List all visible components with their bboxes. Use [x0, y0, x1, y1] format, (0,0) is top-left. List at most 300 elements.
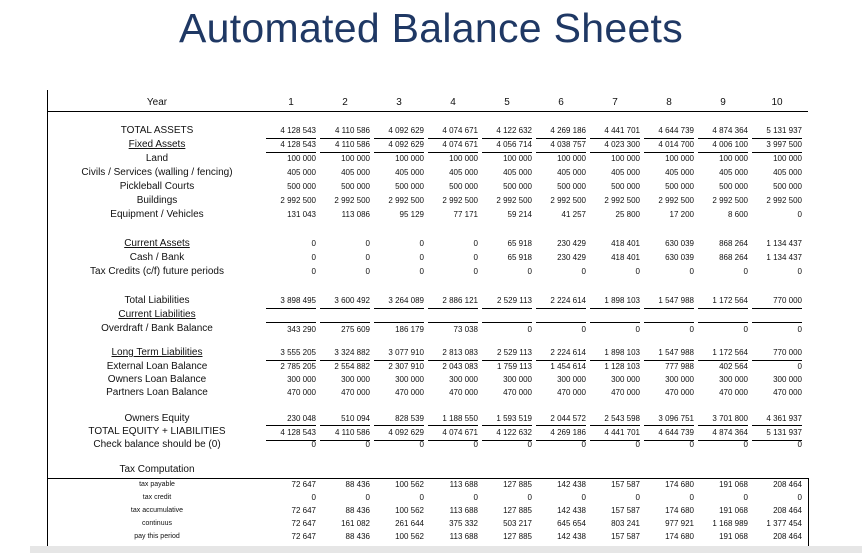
value-cell: 1 172 564 — [698, 294, 748, 309]
value-cell: 500 000 — [449, 182, 478, 191]
value-cell: 470 000 — [449, 388, 478, 397]
value-cell: 0 — [365, 440, 370, 449]
value-cell: 0 — [473, 440, 478, 449]
value-cell: 4 110 586 — [320, 425, 370, 441]
row-label: continuus — [142, 520, 172, 527]
value-cell: 300 000 — [719, 375, 748, 384]
row-buildings — [48, 194, 808, 208]
value-cell: 2 992 500 — [280, 196, 316, 205]
value-cell: 1 547 988 — [644, 294, 694, 309]
value-cell: 0 — [581, 440, 586, 449]
value-cell: 777 988 — [665, 362, 694, 371]
value-cell: 88 436 — [345, 506, 370, 515]
value-cell: 0 — [743, 440, 748, 449]
value-cell: 2 543 598 — [604, 414, 640, 423]
value-cell: 0 — [536, 322, 586, 337]
year-header-cell: 4 — [450, 97, 456, 108]
row-owners-loan — [48, 373, 808, 387]
value-cell: 2 992 500 — [442, 196, 478, 205]
value-cell: 300 000 — [341, 375, 370, 384]
value-cell: 470 000 — [287, 388, 316, 397]
value-cell: 405 000 — [719, 168, 748, 177]
year-header-cell: 6 — [558, 97, 564, 108]
value-cell: 0 — [689, 440, 694, 449]
value-cell: 2 992 500 — [334, 196, 370, 205]
value-cell: 0 — [365, 239, 370, 248]
row-tax-computation — [48, 463, 808, 477]
value-cell: 208 464 — [773, 506, 802, 515]
value-cell: 4 038 757 — [536, 138, 586, 153]
value-cell: 4 269 186 — [536, 425, 586, 441]
value-cell: 208 464 — [773, 480, 802, 489]
value-cell: 1 128 103 — [604, 362, 640, 371]
row-label: Owners Loan Balance — [107, 374, 207, 385]
value-cell: 113 688 — [449, 506, 478, 515]
value-cell: 500 000 — [503, 182, 532, 191]
value-cell: 0 — [527, 440, 532, 449]
value-cell: 1 168 989 — [712, 519, 748, 528]
row-total-equity-liab — [48, 425, 808, 439]
value-cell: 300 000 — [287, 375, 316, 384]
value-cell: 300 000 — [449, 375, 478, 384]
value-cell: 4 056 714 — [482, 138, 532, 153]
value-cell: 142 438 — [557, 480, 586, 489]
row-tax-credits — [48, 265, 808, 279]
value-cell: 2 992 500 — [712, 196, 748, 205]
row-current-liabilities — [48, 308, 808, 322]
value-cell: 405 000 — [287, 168, 316, 177]
balance-sheet-table — [47, 90, 808, 548]
value-cell: 1 188 550 — [442, 414, 478, 423]
value-cell: 0 — [419, 253, 424, 262]
value-cell: 4 014 700 — [644, 138, 694, 153]
value-cell: 630 039 — [665, 239, 694, 248]
row-fixed-assets — [48, 138, 808, 152]
value-cell: 100 562 — [395, 532, 424, 541]
row-label: tax accumulative — [130, 507, 184, 514]
value-cell: 4 441 701 — [590, 124, 640, 139]
value-cell: 500 000 — [773, 182, 802, 191]
value-cell: 142 438 — [557, 506, 586, 515]
value-cell: 0 — [644, 322, 694, 337]
value-cell: 0 — [590, 322, 640, 337]
value-cell: 4 128 543 — [266, 425, 316, 441]
value-cell: 72 647 — [291, 506, 316, 515]
value-cell: 88 436 — [345, 480, 370, 489]
value-cell: 174 680 — [665, 480, 694, 489]
value-cell: 2 992 500 — [496, 196, 532, 205]
row-land — [48, 152, 808, 166]
value-cell: 343 290 — [266, 322, 316, 337]
value-cell: 3 324 882 — [320, 346, 370, 361]
value-cell: 2 785 205 — [280, 362, 316, 371]
value-cell: 157 587 — [611, 480, 640, 489]
value-cell: 127 885 — [503, 506, 532, 515]
row-label: Current Liabilities — [118, 309, 196, 320]
value-cell: 500 000 — [557, 182, 586, 191]
value-cell: 41 257 — [561, 210, 586, 219]
value-cell: 100 562 — [395, 480, 424, 489]
value-cell: 510 094 — [341, 414, 370, 423]
value-cell: 0 — [689, 267, 694, 276]
value-cell: 3 997 500 — [752, 138, 802, 153]
year-header-cell: 7 — [612, 97, 618, 108]
value-cell: 470 000 — [341, 388, 370, 397]
value-cell: 1 593 519 — [496, 414, 532, 423]
value-cell: 0 — [311, 440, 316, 449]
value-cell: 470 000 — [719, 388, 748, 397]
row-label: TOTAL ASSETS — [120, 125, 194, 136]
value-cell: 4 023 300 — [590, 138, 640, 153]
value-cell: 770 000 — [752, 346, 802, 361]
value-cell: 2 992 500 — [658, 196, 694, 205]
row-partners-loan — [48, 386, 808, 400]
value-cell: 65 918 — [507, 253, 532, 262]
value-cell: 3 600 492 — [320, 294, 370, 309]
row-label: Partners Loan Balance — [106, 387, 208, 398]
value-cell: 100 000 — [611, 154, 640, 163]
value-cell: 2 992 500 — [550, 196, 586, 205]
row-check-balance — [48, 438, 808, 452]
row-label: TOTAL EQUITY + LIABILITIES — [88, 426, 226, 437]
value-cell: 4 874 364 — [698, 124, 748, 139]
value-cell: 300 000 — [557, 375, 586, 384]
value-cell: 0 — [635, 493, 640, 502]
value-cell: 0 — [473, 267, 478, 276]
value-cell: 127 885 — [503, 532, 532, 541]
value-cell: 0 — [797, 267, 802, 276]
value-cell: 0 — [365, 267, 370, 276]
value-cell: 2 307 910 — [388, 362, 424, 371]
value-cell: 4 128 543 — [266, 124, 316, 139]
value-cell: 2 992 500 — [766, 196, 802, 205]
value-cell: 4 110 586 — [320, 138, 370, 153]
value-cell: 113 688 — [449, 532, 478, 541]
value-cell: 4 092 629 — [374, 124, 424, 139]
value-cell: 17 200 — [669, 210, 694, 219]
value-cell: 300 000 — [665, 375, 694, 384]
value-cell: 0 — [527, 267, 532, 276]
row-label: Tax Credits (c/f) future periods — [90, 266, 224, 277]
value-cell: 0 — [797, 362, 802, 371]
value-cell: 4 074 671 — [428, 138, 478, 153]
value-cell: 0 — [743, 493, 748, 502]
value-cell: 0 — [419, 440, 424, 449]
value-cell: 4 074 671 — [428, 124, 478, 139]
row-overdraft — [48, 322, 808, 336]
row-label: Tax Computation — [119, 464, 195, 475]
value-cell: 500 000 — [665, 182, 694, 191]
value-cell: 5 131 937 — [752, 425, 802, 441]
value-cell: 0 — [797, 493, 802, 502]
value-cell: 100 000 — [341, 154, 370, 163]
row-current-assets — [48, 237, 808, 251]
value-cell: 0 — [419, 267, 424, 276]
value-cell: 4 122 632 — [482, 124, 532, 139]
value-cell: 405 000 — [665, 168, 694, 177]
value-cell: 0 — [419, 239, 424, 248]
value-cell: 4 644 739 — [644, 425, 694, 441]
value-cell: 261 644 — [395, 519, 424, 528]
value-cell: 300 000 — [395, 375, 424, 384]
value-cell: 4 128 543 — [266, 138, 316, 153]
value-cell: 3 555 205 — [266, 346, 316, 361]
year-header-cell: 1 — [288, 97, 294, 108]
value-cell: 2 992 500 — [604, 196, 640, 205]
value-cell: 4 874 364 — [698, 425, 748, 441]
row-label: Equipment / Vehicles — [110, 209, 204, 220]
value-cell: 0 — [797, 440, 802, 449]
value-cell: 1 898 103 — [590, 346, 640, 361]
row-label: Civils / Services (walling / fencing) — [81, 167, 233, 178]
value-cell: 142 438 — [557, 532, 586, 541]
value-cell: 100 000 — [287, 154, 316, 163]
value-cell: 500 000 — [341, 182, 370, 191]
value-cell: 405 000 — [341, 168, 370, 177]
value-cell: 1 134 437 — [766, 239, 802, 248]
value-cell: 0 — [752, 322, 802, 337]
row-label: External Loan Balance — [106, 361, 208, 372]
year-header-cell: 8 — [666, 97, 672, 108]
value-cell: 405 000 — [773, 168, 802, 177]
value-cell: 868 264 — [719, 239, 748, 248]
value-cell: 230 048 — [287, 414, 316, 423]
row-equipment — [48, 208, 808, 222]
row-label: Buildings — [136, 195, 178, 206]
value-cell: 100 000 — [665, 154, 694, 163]
header-rule — [48, 111, 808, 112]
value-cell: 191 068 — [719, 506, 748, 515]
value-cell: 4 269 186 — [536, 124, 586, 139]
value-cell: 300 000 — [503, 375, 532, 384]
row-civils — [48, 166, 808, 180]
value-cell: 72 647 — [291, 480, 316, 489]
value-cell: 1 377 454 — [766, 519, 802, 528]
value-cell: 0 — [473, 239, 478, 248]
value-cell: 977 921 — [665, 519, 694, 528]
value-cell: 100 000 — [557, 154, 586, 163]
row-label: Current Assets — [124, 238, 190, 249]
value-cell: 0 — [311, 239, 316, 248]
value-cell: 157 587 — [611, 532, 640, 541]
year-header-label: Year — [146, 97, 168, 108]
value-cell: 0 — [698, 322, 748, 337]
value-cell: 100 562 — [395, 506, 424, 515]
row-total-assets — [48, 124, 808, 138]
value-cell: 2 224 614 — [536, 294, 586, 309]
value-cell: 0 — [311, 253, 316, 262]
value-cell: 2 043 083 — [442, 362, 478, 371]
value-cell: 405 000 — [395, 168, 424, 177]
value-cell: 405 000 — [557, 168, 586, 177]
value-cell: 3 264 089 — [374, 294, 424, 309]
value-cell: 8 600 — [727, 210, 748, 219]
value-cell: 0 — [311, 493, 316, 502]
value-cell: 2 224 614 — [536, 346, 586, 361]
value-cell: 77 171 — [453, 210, 478, 219]
value-cell: 157 587 — [611, 506, 640, 515]
value-cell: 2 044 572 — [550, 414, 586, 423]
row-label: Check balance should be (0) — [93, 439, 221, 450]
value-cell: 418 401 — [611, 253, 640, 262]
value-cell: 127 885 — [503, 480, 532, 489]
value-cell: 300 000 — [773, 375, 802, 384]
value-cell: 2 886 121 — [428, 294, 478, 309]
year-header-cell: 9 — [720, 97, 726, 108]
value-cell: 405 000 — [611, 168, 640, 177]
value-cell: 0 — [743, 267, 748, 276]
value-cell: 72 647 — [291, 532, 316, 541]
horizontal-scrollbar[interactable] — [30, 546, 862, 553]
row-label: Cash / Bank — [129, 252, 185, 263]
year-header-row — [48, 96, 808, 110]
value-cell: 0 — [365, 493, 370, 502]
value-cell: 470 000 — [395, 388, 424, 397]
row-label: Overdraft / Bank Balance — [101, 323, 213, 334]
value-cell: 868 264 — [719, 253, 748, 262]
value-cell: 1 454 614 — [550, 362, 586, 371]
value-cell: 0 — [635, 267, 640, 276]
value-cell: 0 — [473, 493, 478, 502]
value-cell: 0 — [581, 493, 586, 502]
value-cell: 1 134 437 — [766, 253, 802, 262]
value-cell: 113 688 — [449, 480, 478, 489]
value-cell: 113 086 — [341, 210, 370, 219]
value-cell: 100 000 — [773, 154, 802, 163]
row-label: Land — [145, 153, 169, 164]
value-cell: 100 000 — [719, 154, 748, 163]
value-cell: 500 000 — [287, 182, 316, 191]
value-cell: 72 647 — [291, 519, 316, 528]
row-cash-bank — [48, 251, 808, 265]
value-cell: 3 701 800 — [712, 414, 748, 423]
value-cell: 0 — [689, 493, 694, 502]
value-cell: 0 — [419, 493, 424, 502]
value-cell: 4 092 629 — [374, 425, 424, 441]
value-cell: 275 609 — [320, 322, 370, 337]
value-cell: 191 068 — [719, 480, 748, 489]
value-cell: 25 800 — [615, 210, 640, 219]
value-cell: 470 000 — [611, 388, 640, 397]
value-cell: 2 529 113 — [482, 346, 532, 361]
row-long-term — [48, 346, 808, 360]
value-cell: 470 000 — [665, 388, 694, 397]
row-owners-equity — [48, 412, 808, 426]
value-cell: 1 172 564 — [698, 346, 748, 361]
year-header-cell: 5 — [504, 97, 510, 108]
value-cell: 1 898 103 — [590, 294, 640, 309]
value-cell: 1 759 113 — [497, 362, 532, 371]
value-cell: 0 — [482, 322, 532, 337]
value-cell: 470 000 — [773, 388, 802, 397]
value-cell: 0 — [365, 253, 370, 262]
value-cell: 405 000 — [503, 168, 532, 177]
tax-computation-box — [48, 478, 809, 550]
value-cell: 0 — [635, 440, 640, 449]
value-cell: 4 092 629 — [374, 138, 424, 153]
value-cell: 503 217 — [503, 519, 532, 528]
value-cell: 4 441 701 — [590, 425, 640, 441]
value-cell: 4 361 937 — [766, 414, 802, 423]
value-cell: 0 — [797, 210, 802, 219]
value-cell: 470 000 — [503, 388, 532, 397]
value-cell: 4 110 586 — [320, 124, 370, 139]
value-cell: 5 131 937 — [752, 124, 802, 139]
value-cell: 2 554 882 — [334, 362, 370, 371]
value-cell: 2 813 083 — [428, 346, 478, 361]
value-cell: 161 082 — [341, 519, 370, 528]
value-cell: 500 000 — [395, 182, 424, 191]
value-cell: 300 000 — [611, 375, 640, 384]
row-pickleball — [48, 180, 808, 194]
value-cell: 828 539 — [395, 414, 424, 423]
row-label: tax credit — [142, 494, 172, 501]
value-cell: 375 332 — [449, 519, 478, 528]
year-header-cell: 10 — [771, 97, 783, 108]
value-cell: 100 000 — [449, 154, 478, 163]
value-cell: 0 — [311, 267, 316, 276]
row-total-liabilities — [48, 294, 808, 308]
value-cell: 3 077 910 — [374, 346, 424, 361]
value-cell: 2 529 113 — [482, 294, 532, 309]
row-label: Total Liabilities — [124, 295, 190, 306]
value-cell: 65 918 — [507, 239, 532, 248]
value-cell: 174 680 — [665, 532, 694, 541]
row-label: Pickleball Courts — [119, 181, 195, 192]
value-cell: 3 898 495 — [266, 294, 316, 309]
value-cell: 0 — [473, 253, 478, 262]
row-label: pay this period — [134, 533, 180, 540]
value-cell: 630 039 — [665, 253, 694, 262]
value-cell: 2 992 500 — [388, 196, 424, 205]
value-cell: 770 000 — [752, 294, 802, 309]
value-cell: 59 214 — [507, 210, 532, 219]
value-cell: 73 038 — [428, 322, 478, 337]
page-title: Automated Balance Sheets — [178, 5, 684, 51]
value-cell: 100 000 — [395, 154, 424, 163]
value-cell: 0 — [527, 493, 532, 502]
value-cell: 470 000 — [557, 388, 586, 397]
value-cell: 4 644 739 — [644, 124, 694, 139]
value-cell: 208 464 — [773, 532, 802, 541]
value-cell: 402 564 — [719, 362, 748, 371]
value-cell: 191 068 — [719, 532, 748, 541]
value-cell: 500 000 — [719, 182, 748, 191]
year-header-cell: 2 — [342, 97, 348, 108]
value-cell: 100 000 — [503, 154, 532, 163]
value-cell: 4 074 671 — [428, 425, 478, 441]
row-external-loan — [48, 360, 808, 374]
value-cell: 418 401 — [611, 239, 640, 248]
value-cell: 88 436 — [345, 532, 370, 541]
year-header-cell: 3 — [396, 97, 402, 108]
value-cell: 500 000 — [611, 182, 640, 191]
value-cell: 230 429 — [557, 239, 586, 248]
value-cell: 645 654 — [557, 519, 586, 528]
value-cell: 186 179 — [374, 322, 424, 337]
value-cell: 0 — [581, 267, 586, 276]
row-label: Long Term Liabilities — [111, 347, 203, 358]
row-label: Fixed Assets — [128, 139, 186, 150]
value-cell: 95 129 — [399, 210, 424, 219]
value-cell: 1 547 988 — [644, 346, 694, 361]
value-cell: 174 680 — [665, 506, 694, 515]
value-cell: 3 096 751 — [658, 414, 694, 423]
value-cell: 131 043 — [287, 210, 316, 219]
value-cell: 230 429 — [557, 253, 586, 262]
value-cell: 405 000 — [449, 168, 478, 177]
row-label: Owners Equity — [124, 413, 190, 424]
